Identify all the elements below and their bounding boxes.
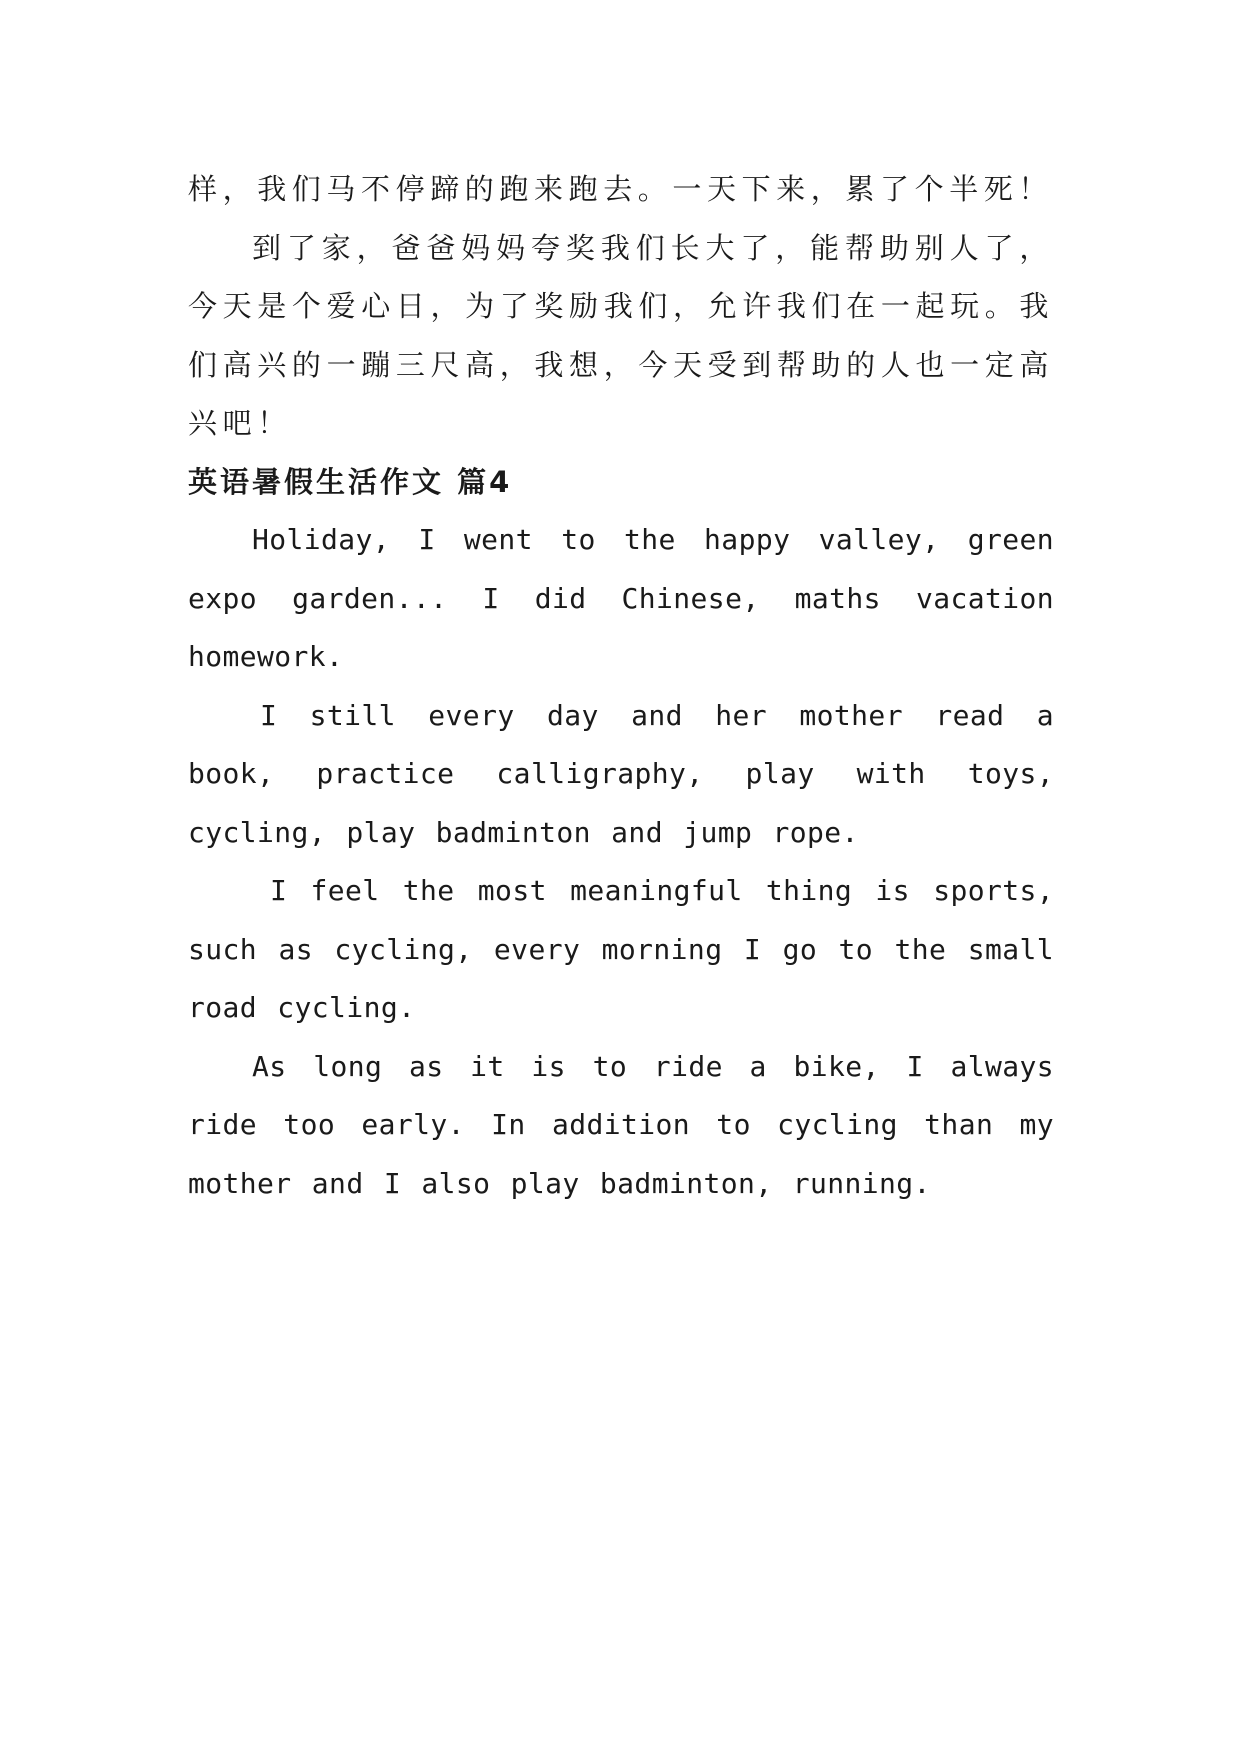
- paragraph-holiday-activities: Holiday, I went to the happy valley, green expo garden... I did Chinese, maths vacation homework.: [188, 523, 1054, 673]
- paragraph-sports: I feel the most meaningful thing is sports, such as cycling, every morning I go to the small road cycling.: [188, 874, 1054, 1024]
- paragraph-cycling: As long as it is to ride a bike, I always ride too early. In addition to cycling than my mother and I also play badminton, running.: [188, 1049, 1054, 1200]
- document-body: [188, 160, 1054, 1213]
- paragraph-continuation: 样，我们马不停蹄的跑来跑去。一天下来，累了个半死！: [188, 172, 1054, 206]
- section-heading: 英语暑假生活作文 篇4: [188, 464, 513, 499]
- paragraph-daily-routine: I still every day and her mother read a book, practice calligraphy, play with toys, cycling, play badminton and jump rope.: [188, 698, 1054, 849]
- paragraph-family-praise: 到了家，爸爸妈妈夸奖我们长大了，能帮助别人了，今天是个爱心日，为了奖励我们，允许我们在一起玩。我们高兴的一蹦三尺高，我想，今天受到帮助的人也一定高兴吧！: [188, 230, 1054, 440]
